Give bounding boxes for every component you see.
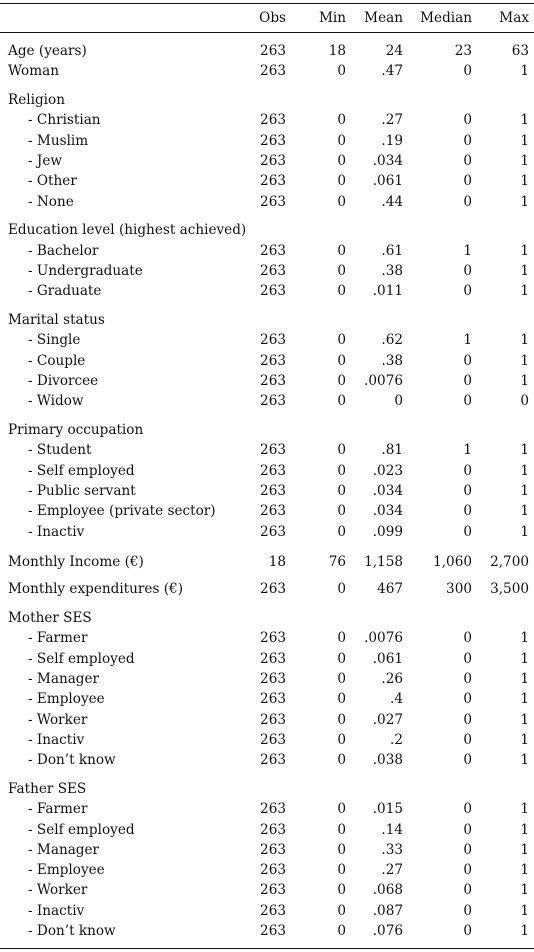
table-row [0, 171, 534, 191]
cell-median: 0 [463, 841, 472, 858]
cell-median: 0 [463, 263, 472, 279]
cell-obs: 263 [260, 373, 286, 389]
cell-median: 0 [463, 731, 472, 748]
table-row [0, 371, 534, 391]
cell-median: 0 [463, 821, 472, 838]
cell-mean: .62 [381, 332, 403, 349]
cell-min: 0 [337, 153, 346, 169]
cell-obs: 263 [260, 352, 286, 369]
cell-min: 0 [337, 650, 346, 667]
table-row [0, 921, 534, 941]
top-rule [0, 3, 534, 4]
group-heading-row [0, 420, 534, 440]
cell-min: 0 [337, 581, 346, 598]
cell-median: 0 [463, 63, 472, 80]
cell-min: 0 [337, 332, 346, 349]
cell-max: 1 [520, 373, 529, 389]
row-label: - Manager [28, 670, 100, 687]
row-label: - Employee (private sector) [28, 503, 216, 520]
cell-max: 1 [520, 821, 529, 838]
cell-max: 1 [520, 801, 529, 818]
table-row [0, 799, 534, 819]
cell-mean: .023 [372, 462, 403, 479]
cell-max: 3,500 [490, 581, 529, 598]
cell-min: 0 [337, 821, 346, 838]
cell-max: 1 [520, 731, 529, 748]
cell-obs: 263 [260, 670, 286, 687]
table-row [0, 110, 534, 130]
cell-median: 0 [463, 132, 472, 149]
cell-max: 1 [520, 283, 529, 300]
group-heading-row [0, 220, 534, 240]
cell-obs: 263 [260, 153, 286, 169]
cell-median: 0 [463, 711, 472, 728]
cell-min: 0 [337, 352, 346, 369]
cell-mean: .0076 [364, 373, 403, 389]
group-heading: Education level (highest achieved) [8, 222, 247, 239]
cell-obs: 263 [260, 731, 286, 748]
cell-obs: 263 [260, 902, 286, 919]
cell-obs: 18 [268, 553, 286, 570]
cell-min: 0 [337, 442, 346, 459]
row-label: - Farmer [28, 630, 88, 647]
cell-obs: 263 [260, 711, 286, 728]
cell-median: 0 [463, 902, 472, 919]
cell-max: 1 [520, 902, 529, 919]
table-row [0, 461, 534, 481]
header-min: Min [318, 10, 346, 26]
cell-min: 0 [337, 902, 346, 919]
cell-max: 1 [520, 670, 529, 687]
cell-mean: .81 [381, 442, 403, 459]
row-label: - Worker [28, 882, 88, 899]
group-heading: Primary occupation [8, 422, 144, 439]
row-label: - Christian [28, 112, 101, 129]
cell-median: 1 [463, 442, 472, 459]
row-label: - Manager [28, 841, 100, 858]
cell-median: 0 [463, 670, 472, 687]
cell-min: 0 [337, 193, 346, 210]
row-label: - Student [28, 442, 92, 459]
cell-obs: 263 [260, 193, 286, 210]
row-label: - Inactiv [28, 902, 85, 919]
table-row [0, 669, 534, 689]
cell-mean: .4 [390, 691, 403, 708]
cell-obs: 263 [260, 801, 286, 818]
cell-min: 0 [337, 801, 346, 818]
cell-median: 0 [463, 923, 472, 939]
cell-obs: 263 [260, 263, 286, 279]
cell-mean: .27 [381, 862, 403, 879]
cell-median: 1 [463, 242, 472, 259]
cell-median: 1 [463, 332, 472, 349]
cell-obs: 263 [260, 523, 286, 540]
cell-mean: .19 [381, 132, 403, 149]
cell-mean: 467 [377, 581, 403, 598]
cell-max: 1 [520, 263, 529, 279]
table-row [0, 750, 534, 770]
cell-obs: 263 [260, 581, 286, 598]
row-label: - Graduate [28, 283, 102, 300]
cell-obs: 263 [260, 43, 286, 59]
cell-min: 0 [337, 283, 346, 300]
table-row [0, 131, 534, 151]
table-row [0, 61, 534, 81]
table-row [0, 241, 534, 261]
cell-max: 1 [520, 862, 529, 879]
bottom-rule [0, 948, 534, 949]
cell-max: 1 [520, 442, 529, 459]
row-label: - Self employed [28, 821, 135, 838]
cell-median: 1,060 [433, 553, 472, 570]
cell-max: 1 [520, 923, 529, 939]
cell-mean: .14 [381, 821, 403, 838]
cell-max: 1 [520, 193, 529, 210]
cell-mean: .27 [381, 112, 403, 129]
cell-median: 0 [463, 503, 472, 520]
header-obs: Obs [259, 10, 286, 26]
cell-median: 0 [463, 483, 472, 499]
cell-max: 1 [520, 112, 529, 129]
row-label: - Employee [28, 862, 105, 879]
cell-mean: .068 [372, 882, 403, 899]
cell-obs: 263 [260, 691, 286, 708]
row-label: - Self employed [28, 462, 135, 479]
table-row [0, 281, 534, 301]
cell-mean: .038 [372, 752, 403, 769]
cell-max: 1 [520, 882, 529, 899]
cell-median: 0 [463, 283, 472, 300]
cell-min: 76 [328, 553, 346, 570]
table-row [0, 710, 534, 730]
row-label: - Worker [28, 711, 88, 728]
cell-median: 0 [463, 630, 472, 647]
row-label: - Other [28, 173, 77, 190]
table-row [0, 261, 534, 281]
group-heading: Father SES [8, 780, 87, 797]
cell-min: 0 [337, 112, 346, 129]
cell-max: 1 [520, 132, 529, 149]
cell-mean: .44 [381, 193, 403, 210]
row-label: - Couple [28, 352, 86, 369]
cell-min: 0 [337, 882, 346, 899]
cell-mean: .034 [372, 503, 403, 520]
cell-min: 0 [337, 393, 346, 410]
cell-max: 1 [520, 242, 529, 259]
cell-median: 0 [463, 153, 472, 169]
cell-median: 0 [463, 862, 472, 879]
cell-median: 0 [463, 173, 472, 190]
cell-mean: .38 [381, 263, 403, 279]
row-label: Monthly expenditures (€) [8, 581, 183, 598]
table-row [0, 522, 534, 542]
cell-max: 1 [520, 841, 529, 858]
cell-obs: 263 [260, 283, 286, 300]
cell-min: 0 [337, 263, 346, 279]
cell-mean: .0076 [364, 630, 403, 647]
row-label: - Divorcee [28, 373, 99, 389]
table-row [0, 840, 534, 860]
header-median: Median [420, 10, 472, 26]
cell-max: 1 [520, 173, 529, 190]
cell-mean: .38 [381, 352, 403, 369]
cell-obs: 263 [260, 862, 286, 879]
cell-obs: 263 [260, 882, 286, 899]
cell-median: 0 [463, 882, 472, 899]
cell-obs: 263 [260, 332, 286, 349]
table-row [0, 579, 534, 599]
row-label: - Muslim [28, 132, 89, 149]
cell-min: 0 [337, 63, 346, 80]
cell-max: 1 [520, 523, 529, 540]
cell-mean: .076 [372, 923, 403, 939]
cell-min: 0 [337, 691, 346, 708]
cell-mean: .099 [372, 523, 403, 540]
table-row [0, 501, 534, 521]
cell-mean: .087 [372, 902, 403, 919]
cell-obs: 263 [260, 112, 286, 129]
cell-min: 0 [337, 132, 346, 149]
cell-mean: .61 [381, 242, 403, 259]
cell-min: 18 [328, 43, 346, 59]
cell-mean: .33 [381, 841, 403, 858]
cell-median: 0 [463, 691, 472, 708]
cell-min: 0 [337, 242, 346, 259]
cell-obs: 263 [260, 483, 286, 499]
row-label: - Bachelor [28, 242, 99, 259]
group-heading-row [0, 310, 534, 330]
cell-min: 0 [337, 483, 346, 499]
cell-mean: .015 [372, 801, 403, 818]
cell-mean: .011 [372, 283, 403, 300]
table-row [0, 689, 534, 709]
group-heading: Religion [8, 92, 65, 109]
cell-mean: .061 [372, 173, 403, 190]
row-label: - Jew [28, 153, 63, 169]
cell-max: 1 [520, 650, 529, 667]
cell-mean: .034 [372, 153, 403, 169]
cell-min: 0 [337, 752, 346, 769]
cell-min: 0 [337, 923, 346, 939]
cell-max: 0 [520, 393, 529, 410]
cell-median: 23 [454, 43, 472, 59]
cell-obs: 263 [260, 821, 286, 838]
table-row [0, 628, 534, 648]
group-heading-row [0, 90, 534, 110]
row-label: - Inactiv [28, 731, 85, 748]
cell-median: 0 [463, 193, 472, 210]
cell-obs: 263 [260, 752, 286, 769]
cell-max: 63 [511, 43, 529, 59]
table-row [0, 41, 534, 61]
cell-obs: 263 [260, 923, 286, 939]
cell-mean: .2 [390, 731, 403, 748]
cell-obs: 263 [260, 650, 286, 667]
cell-min: 0 [337, 523, 346, 540]
cell-max: 1 [520, 483, 529, 499]
cell-median: 0 [463, 462, 472, 479]
cell-min: 0 [337, 731, 346, 748]
table-row [0, 649, 534, 669]
row-label: - Don’t know [28, 923, 116, 939]
cell-median: 0 [463, 352, 472, 369]
cell-mean: .034 [372, 483, 403, 499]
cell-median: 0 [463, 523, 472, 540]
cell-max: 1 [520, 462, 529, 479]
row-label: - Don’t know [28, 752, 116, 769]
table-row [0, 391, 534, 411]
row-label: - None [28, 193, 74, 210]
cell-min: 0 [337, 711, 346, 728]
cell-min: 0 [337, 630, 346, 647]
cell-median: 0 [463, 650, 472, 667]
table-row [0, 330, 534, 350]
cell-min: 0 [337, 862, 346, 879]
cell-max: 1 [520, 63, 529, 80]
cell-mean: 1,158 [364, 553, 403, 570]
row-label: - Farmer [28, 801, 88, 818]
table-row [0, 351, 534, 371]
cell-mean: .47 [381, 63, 403, 80]
cell-obs: 263 [260, 63, 286, 80]
cell-mean: .26 [381, 670, 403, 687]
cell-obs: 263 [260, 132, 286, 149]
header-max: Max [499, 10, 529, 26]
cell-max: 1 [520, 503, 529, 520]
row-label: - Inactiv [28, 523, 85, 540]
table-row [0, 730, 534, 750]
row-label: - Undergraduate [28, 263, 143, 279]
cell-median: 0 [463, 393, 472, 410]
cell-obs: 263 [260, 242, 286, 259]
group-heading-row [0, 608, 534, 628]
cell-obs: 263 [260, 173, 286, 190]
cell-obs: 263 [260, 462, 286, 479]
row-label: - Single [28, 332, 81, 349]
cell-obs: 263 [260, 630, 286, 647]
cell-max: 1 [520, 332, 529, 349]
cell-mean: 0 [394, 393, 403, 410]
cell-median: 0 [463, 112, 472, 129]
cell-min: 0 [337, 503, 346, 520]
table-row [0, 481, 534, 501]
cell-median: 0 [463, 801, 472, 818]
cell-max: 2,700 [490, 553, 529, 570]
table-row [0, 192, 534, 212]
row-label: - Employee [28, 691, 105, 708]
group-heading: Marital status [8, 312, 105, 329]
cell-min: 0 [337, 462, 346, 479]
row-label: - Widow [28, 393, 84, 410]
cell-min: 0 [337, 373, 346, 389]
cell-mean: 24 [385, 43, 403, 59]
cell-max: 1 [520, 153, 529, 169]
table-row [0, 440, 534, 460]
table-row [0, 552, 534, 572]
row-label: Woman [8, 63, 59, 80]
cell-min: 0 [337, 841, 346, 858]
cell-max: 1 [520, 752, 529, 769]
table-row [0, 901, 534, 921]
row-label: Age (years) [8, 43, 87, 59]
cell-mean: .027 [372, 711, 403, 728]
cell-max: 1 [520, 352, 529, 369]
cell-median: 300 [446, 581, 472, 598]
cell-max: 1 [520, 711, 529, 728]
row-label: - Public servant [28, 483, 136, 499]
cell-max: 1 [520, 691, 529, 708]
header-mean: Mean [364, 10, 403, 26]
cell-mean: .061 [372, 650, 403, 667]
table-row [0, 880, 534, 900]
cell-obs: 263 [260, 442, 286, 459]
header-rule [0, 32, 534, 33]
table-row [0, 860, 534, 880]
cell-max: 1 [520, 630, 529, 647]
cell-median: 0 [463, 752, 472, 769]
cell-obs: 263 [260, 841, 286, 858]
cell-obs: 263 [260, 503, 286, 520]
cell-median: 0 [463, 373, 472, 389]
group-heading-row [0, 779, 534, 799]
group-heading: Mother SES [8, 610, 92, 626]
cell-min: 0 [337, 670, 346, 687]
table-row [0, 820, 534, 840]
row-label: - Self employed [28, 650, 135, 667]
header-row [0, 8, 534, 28]
row-label: Monthly Income (€) [8, 553, 144, 570]
cell-obs: 263 [260, 393, 286, 410]
table-row [0, 151, 534, 171]
cell-min: 0 [337, 173, 346, 190]
